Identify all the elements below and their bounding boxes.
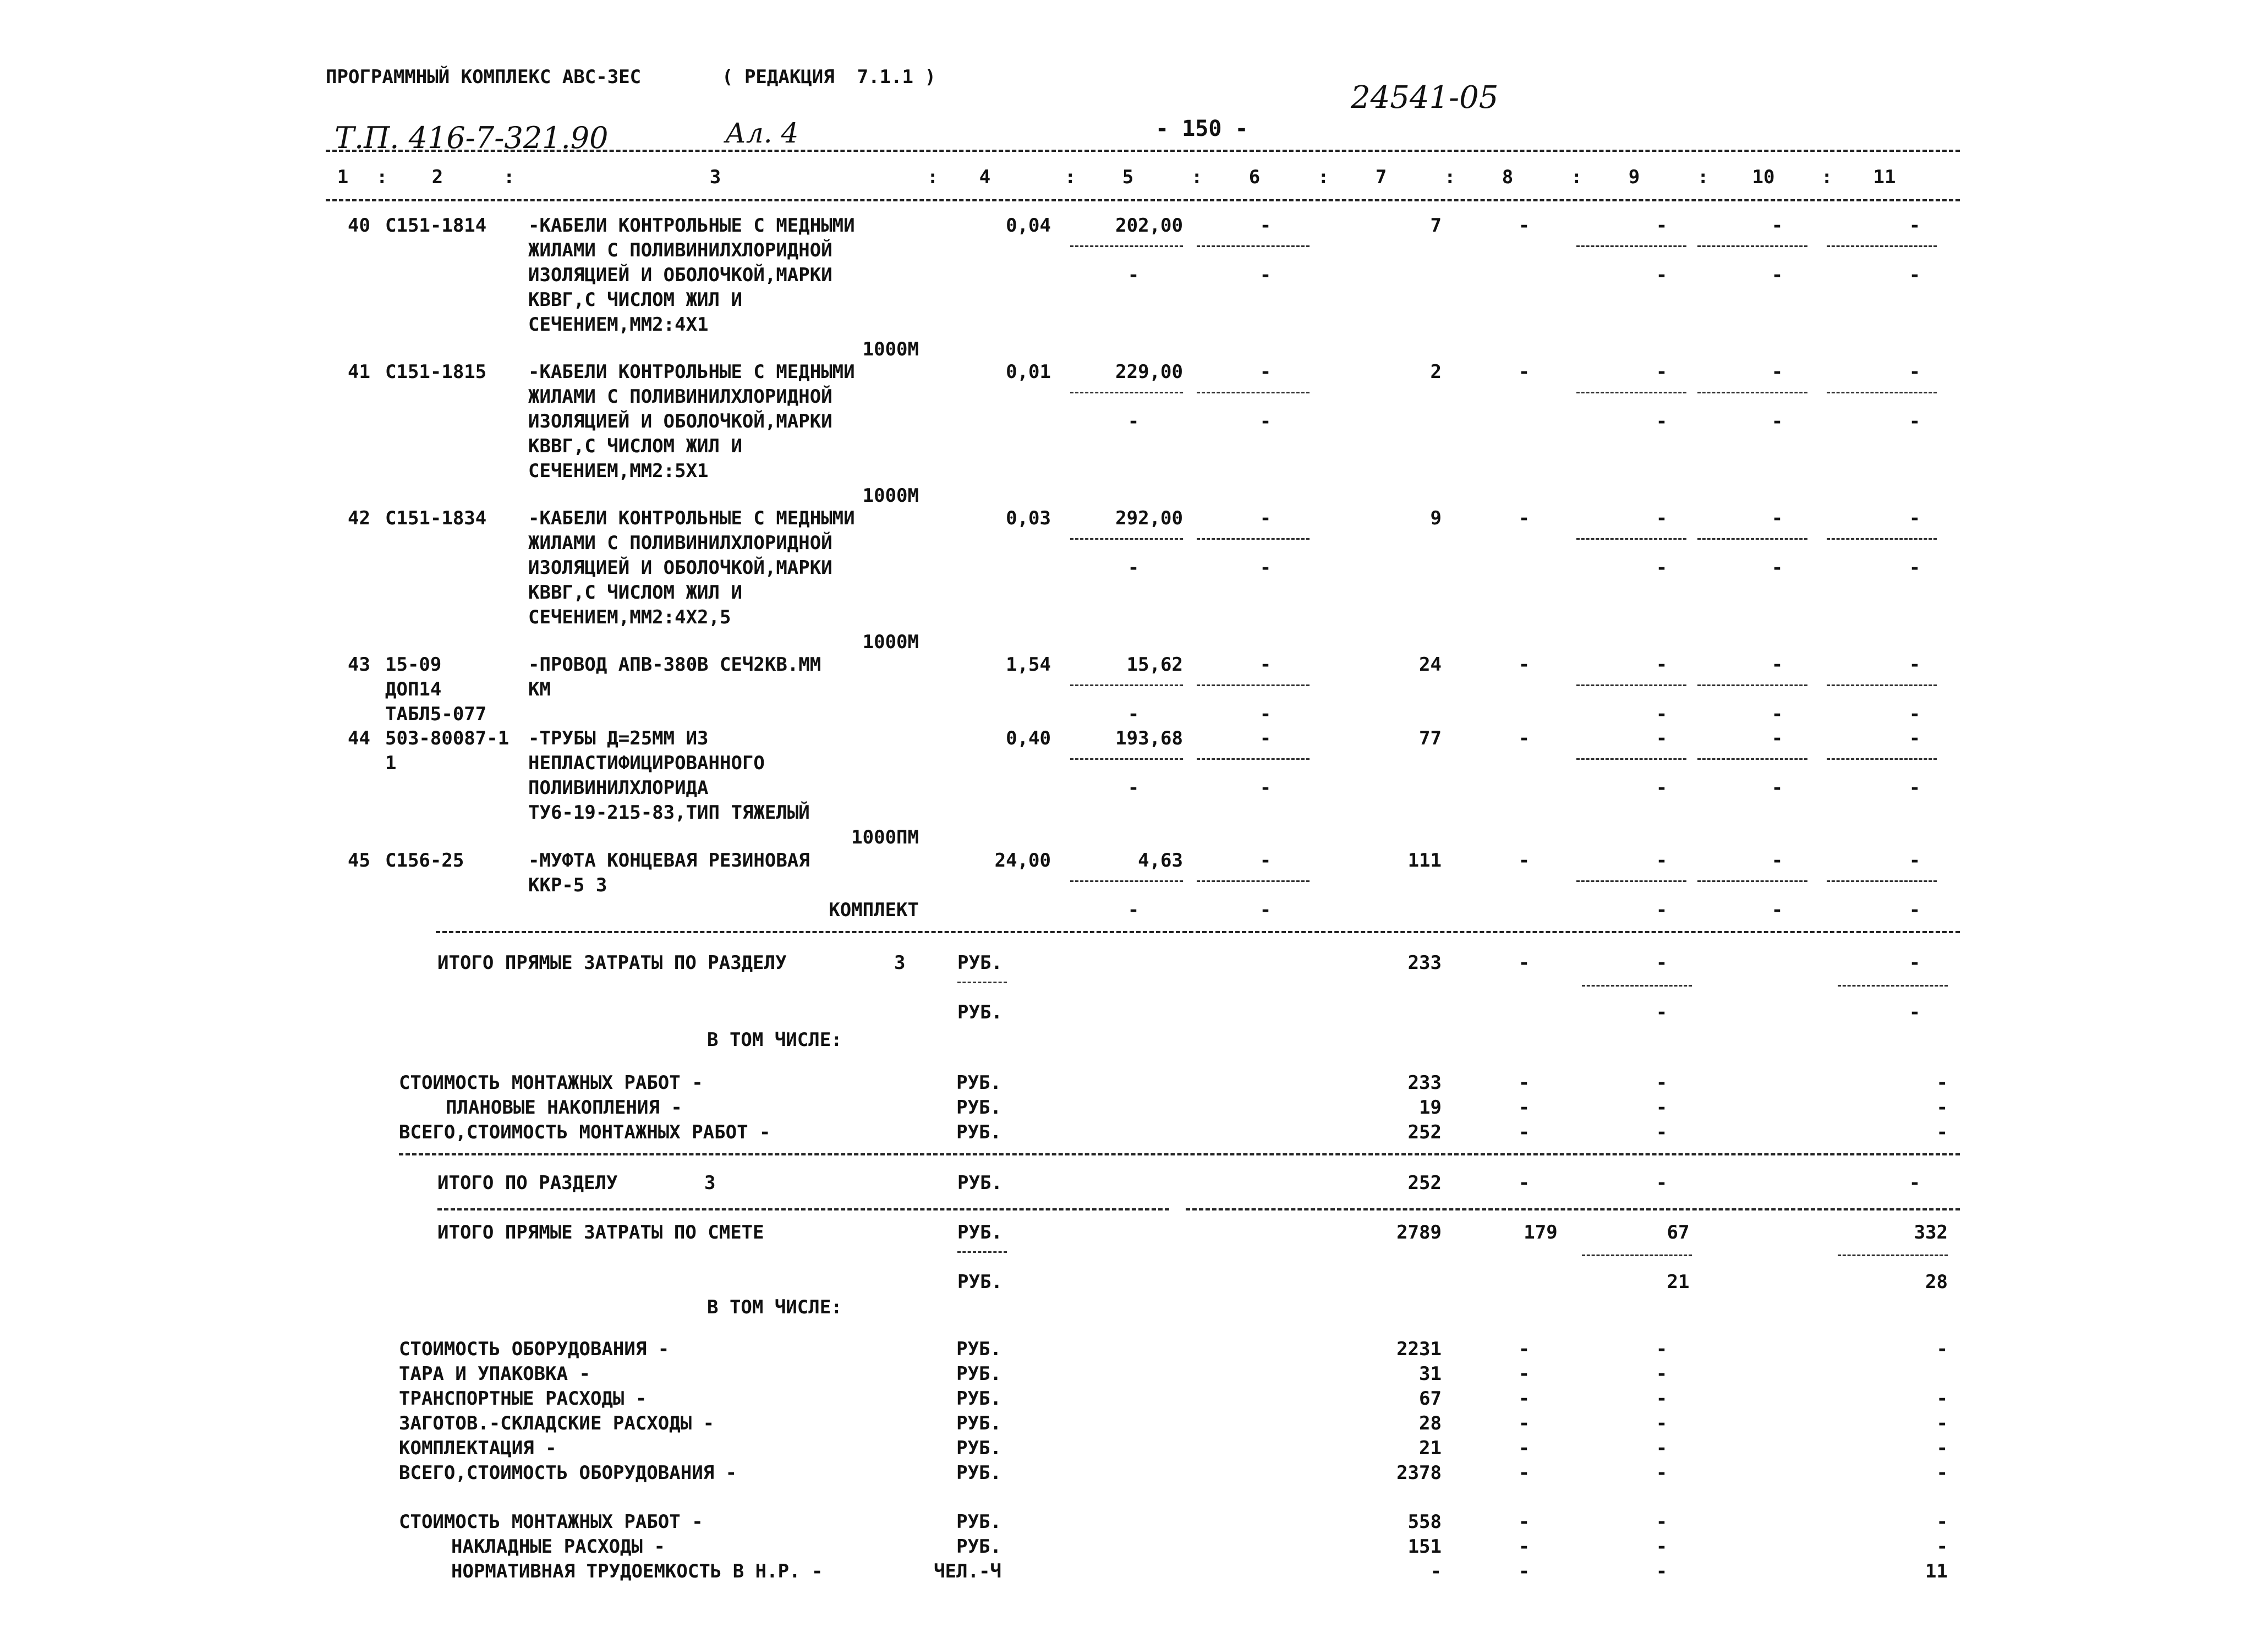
breakdown-label: ТАРА И УПАКОВКА - [399,1363,590,1385]
item-description: ЖИЛАМИ С ПОЛИВИНИЛХЛОРИДНОЙ [528,386,832,408]
item-description: КМ [528,678,551,700]
col11-divider [1838,985,1948,987]
item-unit: 1000М [862,631,919,653]
item-sub-col9: - [1656,777,1668,799]
breakdown-col9: - [1656,1097,1668,1119]
breakdown-col7: 67 [1419,1388,1442,1410]
col6-divider [1197,684,1310,686]
col11-divider-2 [1838,1254,1948,1256]
item-col8: - [1518,654,1530,676]
item-col10: - [1771,727,1783,749]
item-number: 43 [348,654,370,676]
item-col8: - [1518,507,1530,529]
item-description: -ТРУБЫ Д=25ММ ИЗ [528,727,709,749]
item-col11: - [1909,850,1921,872]
item-sub-col5: - [1127,777,1140,799]
breakdown-col8: - [1518,1536,1530,1558]
estimate-total-label: ИТОГО ПРЯМЫЕ ЗАТРАТЫ ПО СМЕТЕ [437,1221,764,1243]
estimate-total-sub9: 21 [1667,1271,1690,1293]
item-total: 111 [1407,850,1442,872]
item-number: 40 [348,215,370,237]
col6-divider [1197,538,1310,540]
breakdown-label: СТОИМОСТЬ МОНТАЖНЫХ РАБОТ - [399,1511,703,1533]
item-col9: - [1656,361,1668,383]
breakdown-unit: РУБ. [956,1388,1001,1410]
column-header-2: 2 [431,166,443,188]
item-col9: - [1656,727,1668,749]
breakdown-col11: - [1936,1412,1948,1434]
sheet-number: Ал. 4 [725,117,799,149]
breakdown-label: ВСЕГО,СТОИМОСТЬ МОНТАЖНЫХ РАБОТ - [399,1121,771,1143]
col9-divider [1582,985,1692,987]
item-col9: - [1656,654,1668,676]
breakdown-col7: 19 [1419,1097,1442,1119]
breakdown-col9: - [1656,1560,1668,1582]
section-summary-no: 3 [704,1172,716,1194]
breakdown-col7: - [1430,1560,1442,1582]
breakdown-col7: 252 [1407,1121,1442,1143]
col5-divider [1070,880,1183,882]
col5-divider [1070,245,1183,247]
item-code: C151-1814 [385,215,487,237]
breakdown-col11: - [1936,1121,1948,1143]
column-separator: : [1191,166,1203,188]
col11-divider [1827,880,1937,882]
breakdown-col7: 151 [1407,1536,1442,1558]
edition-label: ( РЕДАКЦИЯ 7.1.1 ) [722,66,936,88]
breakdown-col9: - [1656,1388,1668,1410]
item-col8: - [1518,215,1530,237]
items-end-rule [436,931,1960,933]
breakdown-col8: - [1518,1072,1530,1094]
item-description: ЖИЛАМИ С ПОЛИВИНИЛХЛОРИДНОЙ [528,239,832,261]
item-col6: - [1259,361,1272,383]
breakdown-col9: - [1656,1363,1668,1385]
item-sub-col11: - [1909,899,1921,921]
item-col6: - [1259,215,1272,237]
item-quantity: 24,00 [994,850,1051,872]
breakdown-unit: РУБ. [956,1072,1001,1094]
item-code: ТАБЛ5-077 [385,703,487,725]
item-col11: - [1909,727,1921,749]
breakdown-col9: - [1656,1511,1668,1533]
breakdown-col8: - [1518,1437,1530,1459]
item-total: 24 [1419,654,1442,676]
item-number: 42 [348,507,370,529]
item-number: 45 [348,850,370,872]
breakdown-col8: - [1518,1560,1530,1582]
estimate-total-col8: 179 [1524,1221,1558,1243]
item-description: СЕЧЕНИЕМ,ММ2:4X1 [528,314,709,336]
breakdown-unit: РУБ. [956,1462,1001,1484]
item-description: -КАБЕЛИ КОНТРОЛЬНЫЕ С МЕДНЫМИ [528,215,855,237]
breakdown-col7: 28 [1419,1412,1442,1434]
col5-divider [1070,538,1183,540]
breakdown-col11: - [1936,1511,1948,1533]
breakdown-col8: - [1518,1121,1530,1143]
col9-divider [1576,245,1686,247]
item-sub-col11: - [1909,264,1921,286]
item-sub-col9: - [1656,703,1668,725]
item-col9: - [1656,850,1668,872]
item-col11: - [1909,361,1921,383]
column-header-1: 1 [337,166,349,188]
col10-divider [1697,245,1807,247]
item-quantity: 0,03 [1006,507,1051,529]
breakdown-label: НАКЛАДНЫЕ РАСХОДЫ - [451,1536,665,1558]
unit-divider [957,982,1007,983]
col11-divider [1827,758,1937,760]
breakdown-unit: РУБ. [956,1097,1001,1119]
column-header-10: 10 [1752,166,1775,188]
breakdown-col11: - [1936,1437,1948,1459]
item-sub-col5: - [1127,703,1140,725]
item-sub-col9: - [1656,264,1668,286]
item-col10: - [1771,507,1783,529]
item-code: C151-1815 [385,361,487,383]
breakdown-unit: РУБ. [956,1338,1001,1360]
item-col6: - [1259,654,1272,676]
estimate-total-unit: РУБ. [957,1221,1002,1243]
item-sub-col11: - [1909,410,1921,432]
column-separator: : [927,166,939,188]
item-code: ДОП14 [385,678,442,700]
item-total: 2 [1430,361,1442,383]
item-sub-col10: - [1771,410,1783,432]
item-unit-price: 202,00 [1115,215,1183,237]
item-sub-col9: - [1656,899,1668,921]
item-sub-col6: - [1259,899,1272,921]
doc-code: Т.П. 416-7-321.90 [335,120,609,155]
breakdown-col8: - [1518,1097,1530,1119]
item-description: КВВГ,С ЧИСЛОМ ЖИЛ И [528,289,742,311]
item-col11: - [1909,215,1921,237]
header-top-rule [326,150,1960,152]
breakdown-col8: - [1518,1338,1530,1360]
item-sub-col5: - [1127,264,1140,286]
estimate-total-sub11: 28 [1925,1271,1948,1293]
breakdown-col8: - [1518,1388,1530,1410]
item-col11: - [1909,507,1921,529]
breakdown-col7: 31 [1419,1363,1442,1385]
item-total: 77 [1419,727,1442,749]
item-unit-price: 193,68 [1115,727,1183,749]
handwritten-stamp: 24541-05 [1351,80,1499,116]
breakdown-col8: - [1518,1412,1530,1434]
section-total-col9: - [1656,952,1668,974]
item-col8: - [1518,727,1530,749]
col6-divider [1197,880,1310,882]
estimate-total-col11: 332 [1914,1221,1948,1243]
item-description: ТУ6-19-215-83,ТИП ТЯЖЕЛЫЙ [528,802,810,824]
column-header-8: 8 [1502,166,1514,188]
section-total-label: ИТОГО ПРЯМЫЕ ЗАТРАТЫ ПО РАЗДЕЛУ [437,952,787,974]
item-quantity: 0,40 [1006,727,1051,749]
column-separator: : [503,166,515,188]
column-header-5: 5 [1122,166,1134,188]
item-description: ИЗОЛЯЦИЕЙ И ОБОЛОЧКОЙ,МАРКИ [528,410,832,432]
section-total-unit: РУБ. [957,952,1002,974]
item-description: ПОЛИВИНИЛХЛОРИДА [528,777,709,799]
item-description: ККР-5 3 [528,874,607,896]
item-code: C151-1834 [385,507,487,529]
breakdown-col9: - [1656,1437,1668,1459]
item-description: -КАБЕЛИ КОНТРОЛЬНЫЕ С МЕДНЫМИ [528,507,855,529]
breakdown-col9: - [1656,1121,1668,1143]
col6-divider [1197,245,1310,247]
item-description: СЕЧЕНИЕМ,ММ2:5X1 [528,460,709,482]
section-total-sub11: - [1909,1001,1921,1023]
column-separator: : [1821,166,1833,188]
item-sub-col6: - [1259,703,1272,725]
column-separator: : [1318,166,1329,188]
breakdown-col9: - [1656,1072,1668,1094]
breakdown-end-rule [399,1153,1960,1155]
section-total-sub9: - [1656,1001,1668,1023]
breakdown-label: НОРМАТИВНАЯ ТРУДОЕМКОСТЬ В Н.Р. - [451,1560,823,1582]
breakdown-col7: 21 [1419,1437,1442,1459]
item-unit-price: 229,00 [1115,361,1183,383]
item-description: ИЗОЛЯЦИЕЙ И ОБОЛОЧКОЙ,МАРКИ [528,264,832,286]
column-header-11: 11 [1873,166,1896,188]
item-sub-col11: - [1909,777,1921,799]
col10-divider [1697,880,1807,882]
section-summary-col7: 252 [1407,1172,1442,1194]
column-separator: : [1065,166,1076,188]
breakdown-col9: - [1656,1412,1668,1434]
item-description: -МУФТА КОНЦЕВАЯ РЕЗИНОВАЯ [528,850,810,872]
col5-divider [1070,392,1183,393]
section-total-no: 3 [894,952,906,974]
item-quantity: 0,04 [1006,215,1051,237]
col10-divider [1697,684,1807,686]
item-col10: - [1771,361,1783,383]
item-sub-col11: - [1909,557,1921,579]
item-sub-col6: - [1259,410,1272,432]
section-total-col8: - [1518,952,1530,974]
estimate-total-unit2: РУБ. [957,1271,1002,1293]
breakdown-col8: - [1518,1462,1530,1484]
column-separator: : [1571,166,1582,188]
col11-divider [1827,538,1937,540]
item-description: КВВГ,С ЧИСЛОМ ЖИЛ И [528,582,742,604]
col9-divider [1576,538,1686,540]
col10-divider [1697,758,1807,760]
col10-divider [1697,538,1807,540]
breakdown-col8: - [1518,1511,1530,1533]
col11-divider [1827,245,1937,247]
item-col10: - [1771,215,1783,237]
estimate-total-col9: 67 [1667,1221,1690,1243]
breakdown-col11: - [1936,1536,1948,1558]
item-code: C156-25 [385,850,464,872]
item-description: СЕЧЕНИЕМ,ММ2:4X2,5 [528,606,731,628]
section-summary-col9: - [1656,1172,1668,1194]
breakdown-unit: РУБ. [956,1412,1001,1434]
section-summary-col8: - [1518,1172,1530,1194]
breakdown-col11: - [1936,1072,1948,1094]
section-summary-label: ИТОГО ПО РАЗДЕЛУ [437,1172,618,1194]
item-sub-col10: - [1771,899,1783,921]
col10-divider [1697,392,1807,393]
item-description: ЖИЛАМИ С ПОЛИВИНИЛХЛОРИДНОЙ [528,532,832,554]
item-unit-price: 4,63 [1138,850,1183,872]
section-total-unit2: РУБ. [957,1001,1002,1023]
item-sub-col6: - [1259,777,1272,799]
breakdown-col7: 558 [1407,1511,1442,1533]
item-description: НЕПЛАСТИФИЦИРОВАННОГО [528,752,765,774]
breakdown-col7: 2231 [1396,1338,1442,1360]
item-sub-col5: - [1127,410,1140,432]
item-col10: - [1771,654,1783,676]
item-sub-col10: - [1771,557,1783,579]
item-description: -КАБЕЛИ КОНТРОЛЬНЫЕ С МЕДНЫМИ [528,361,855,383]
breakdown-col7: 2378 [1396,1462,1442,1484]
item-sub-col6: - [1259,557,1272,579]
item-sub-col10: - [1771,264,1783,286]
breakdown-col9: - [1656,1536,1668,1558]
col9-divider [1576,392,1686,393]
column-separator: : [1697,166,1709,188]
breakdown-label: ТРАНСПОРТНЫЕ РАСХОДЫ - [399,1388,647,1410]
summary-rule-right [1186,1208,1960,1210]
col11-divider [1827,684,1937,686]
item-col8: - [1518,361,1530,383]
breakdown-unit: РУБ. [956,1511,1001,1533]
program-title: ПРОГРАММНЫЙ КОМПЛЕКС АВС-3ЕС [326,66,642,88]
item-total: 7 [1430,215,1442,237]
item-code: 1 [385,752,397,774]
breakdown-col7: 233 [1407,1072,1442,1094]
in-that-heading-2: В ТОМ ЧИСЛЕ: [707,1296,842,1318]
item-description: ИЗОЛЯЦИЕЙ И ОБОЛОЧКОЙ,МАРКИ [528,557,832,579]
section-total-col7: 233 [1407,952,1442,974]
item-code: 503-80087-1 [385,727,510,749]
column-header-9: 9 [1628,166,1640,188]
col9-divider [1576,758,1686,760]
breakdown-col11: - [1936,1462,1948,1484]
breakdown-label: ЗАГОТОВ.-СКЛАДСКИЕ РАСХОДЫ - [399,1412,715,1434]
item-quantity: 1,54 [1006,654,1051,676]
column-separator: : [1444,166,1456,188]
breakdown-col9: - [1656,1338,1668,1360]
section-summary-col11: - [1909,1172,1921,1194]
col9-divider [1576,684,1686,686]
breakdown-col11: - [1936,1097,1948,1119]
estimate-total-col7: 2789 [1396,1221,1442,1243]
item-col6: - [1259,850,1272,872]
breakdown-col11: - [1936,1388,1948,1410]
page-number: - 150 - [1155,116,1248,141]
item-sub-col10: - [1771,777,1783,799]
item-unit: КОМПЛЕКТ [829,899,919,921]
breakdown-unit: РУБ. [956,1437,1001,1459]
header-bottom-rule [326,199,1960,201]
item-description: -ПРОВОД АПВ-380В СЕЧ2КВ.ММ [528,654,821,676]
item-sub-col6: - [1259,264,1272,286]
section-summary-unit: РУБ. [957,1172,1002,1194]
item-sub-col9: - [1656,557,1668,579]
item-col9: - [1656,507,1668,529]
item-unit-price: 15,62 [1126,654,1183,676]
unit-divider-2 [957,1251,1007,1253]
item-col9: - [1656,215,1668,237]
item-sub-col9: - [1656,410,1668,432]
item-col8: - [1518,850,1530,872]
item-sub-col10: - [1771,703,1783,725]
column-header-7: 7 [1375,166,1387,188]
breakdown-unit: РУБ. [956,1536,1001,1558]
col9-divider-2 [1582,1254,1692,1256]
breakdown-col8: - [1518,1363,1530,1385]
item-col10: - [1771,850,1783,872]
col6-divider [1197,392,1310,393]
item-description: КВВГ,С ЧИСЛОМ ЖИЛ И [528,435,742,457]
column-header-6: 6 [1248,166,1261,188]
in-that-heading: В ТОМ ЧИСЛЕ: [707,1029,842,1051]
col9-divider [1576,880,1686,882]
breakdown-label: СТОИМОСТЬ ОБОРУДОВАНИЯ - [399,1338,670,1360]
col5-divider [1070,684,1183,686]
item-sub-col11: - [1909,703,1921,725]
breakdown-unit: РУБ. [956,1363,1001,1385]
col5-divider [1070,758,1183,760]
item-unit-price: 292,00 [1115,507,1183,529]
breakdown-col11: 11 [1925,1560,1948,1582]
item-col6: - [1259,727,1272,749]
breakdown-label: КОМПЛЕКТАЦИЯ - [399,1437,557,1459]
item-unit: 1000ПМ [851,826,919,848]
item-number: 41 [348,361,370,383]
breakdown-label: ВСЕГО,СТОИМОСТЬ ОБОРУДОВАНИЯ - [399,1462,737,1484]
breakdown-col11: - [1936,1338,1948,1360]
column-header-3: 3 [709,166,721,188]
item-col11: - [1909,654,1921,676]
item-col6: - [1259,507,1272,529]
section-total-col11: - [1909,952,1921,974]
summary-rule-left [437,1208,1169,1210]
item-code: 15-09 [385,654,442,676]
breakdown-unit: ЧЕЛ.-Ч [934,1560,1001,1582]
item-sub-col5: - [1127,899,1140,921]
breakdown-col9: - [1656,1462,1668,1484]
item-unit: 1000М [862,338,919,360]
col11-divider [1827,392,1937,393]
breakdown-label: СТОИМОСТЬ МОНТАЖНЫХ РАБОТ - [399,1072,703,1094]
item-unit: 1000М [862,485,919,507]
breakdown-unit: РУБ. [956,1121,1001,1143]
item-quantity: 0,01 [1006,361,1051,383]
column-separator: : [376,166,388,188]
column-header-4: 4 [979,166,991,188]
breakdown-label: ПЛАНОВЫЕ НАКОПЛЕНИЯ - [446,1097,682,1119]
item-number: 44 [348,727,370,749]
item-total: 9 [1430,507,1442,529]
item-sub-col5: - [1127,557,1140,579]
col6-divider [1197,758,1310,760]
